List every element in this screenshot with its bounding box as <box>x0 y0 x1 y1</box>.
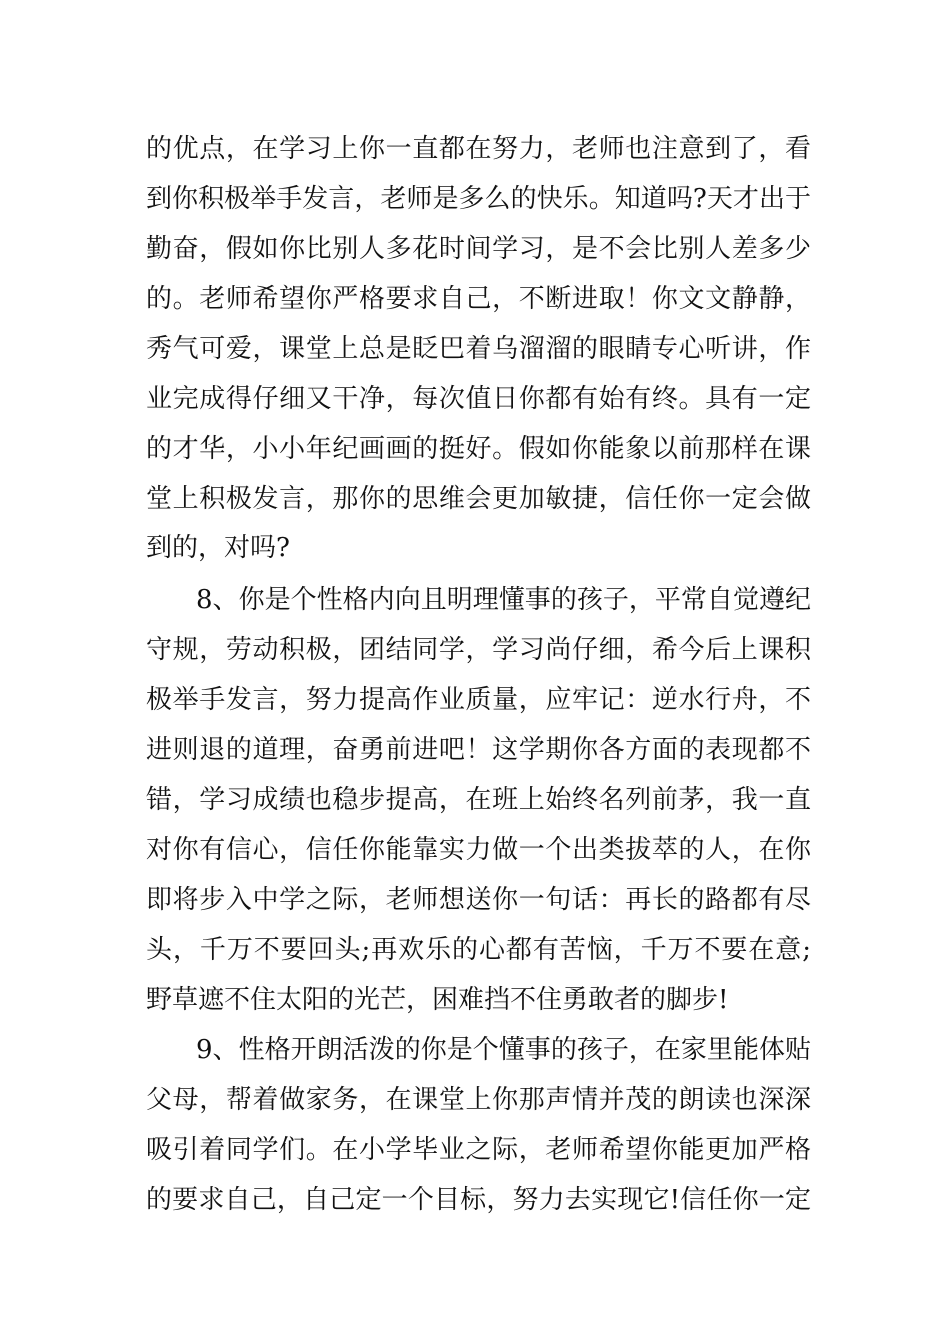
text-line: 勤奋，假如你比别人多花时间学习，是不会比别人差多少 <box>146 234 811 264</box>
text-line: 吸引着同学们。在小学毕业之际，老师希望你能更加严格 <box>146 1135 811 1165</box>
text-line: 错，学习成绩也稳步提高，在班上始终名列前茅，我一直 <box>146 785 811 815</box>
text-line: 到你积极举手发言，老师是多么的快乐。知道吗?天才出于 <box>146 184 811 214</box>
text-line: 到的，对吗? <box>146 533 290 563</box>
text-line: 野草遮不住太阳的光芒，困难挡不住勇敢者的脚步! <box>146 985 729 1015</box>
text-line: 业完成得仔细又干净，每次值日你都有始有终。具有一定 <box>146 384 811 414</box>
text-line: 父母，帮着做家务，在课堂上你那声情并茂的朗读也深深 <box>146 1085 811 1115</box>
paragraph-9-first-line: 9、性格开朗活泼的你是个懂事的孩子，在家里能体贴 <box>196 1035 811 1065</box>
text-line: 的优点，在学习上你一直都在努力，老师也注意到了，看 <box>146 134 811 164</box>
text-line: 进则退的道理，奋勇前进吧！这学期你各方面的表现都不 <box>146 735 811 765</box>
text-line: 的才华，小小年纪画画的挺好。假如你能象以前那样在课 <box>146 434 811 464</box>
text-line: 极举手发言，努力提高作业质量，应牢记：逆水行舟，不 <box>146 685 811 715</box>
text-line: 堂上积极发言，那你的思维会更加敏捷，信任你一定会做 <box>146 484 811 514</box>
text-line: 对你有信心，信任你能靠实力做一个出类拔萃的人，在你 <box>146 835 811 865</box>
text-line: 的要求自己，自己定一个目标，努力去实现它!信任你一定 <box>146 1185 811 1215</box>
text-line: 的。老师希望你严格要求自己，不断进取！你文文静静， <box>146 284 811 314</box>
paragraph-8-first-line: 8、你是个性格内向且明理懂事的孩子，平常自觉遵纪 <box>196 585 811 615</box>
text-line: 即将步入中学之际，老师想送你一句话：再长的路都有尽 <box>146 885 811 915</box>
text-line: 头，千万不要回头;再欢乐的心都有苦恼，千万不要在意; <box>146 935 811 965</box>
text-line: 秀气可爱，课堂上总是眨巴着乌溜溜的眼睛专心听讲，作 <box>146 334 811 364</box>
text-line: 守规，劳动积极，团结同学，学习尚仔细，希今后上课积 <box>146 635 811 665</box>
